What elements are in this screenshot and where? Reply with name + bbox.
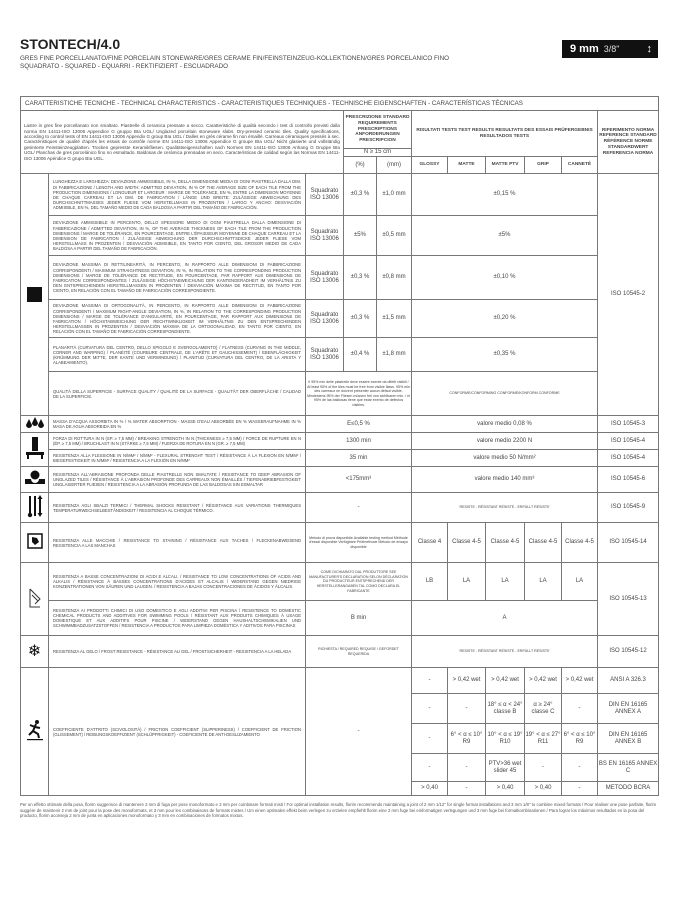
thickness-arrow-icon: ↕ [646, 43, 652, 55]
result-glossy: - [412, 694, 448, 724]
row-result: RESISTE - RÉSISTANT RÉSISTE - ERFÜLLT RESISTE [412, 636, 598, 668]
finish-matte-ptv: MATTE PTV [486, 157, 525, 174]
product-title: STONTECH/4.0 [20, 36, 121, 52]
water-drops-icon [21, 416, 49, 433]
result-glossy: - [412, 724, 448, 754]
result-cannete: 6° < α ≤ 10° R9 [562, 724, 598, 754]
row-description: COEFFICIENTE D'ATTRITO (SCIVOLOSITÀ) / FRICTION COEFFICIENT (SLIPPERINESS) / COEFFICIENT DE FRICTION (GLISSEMENT) / REIBUNGSKOEFFIZIENT (SCHLÜPFRIGKEIT) - COEFICIENTE DE ANTI-DESLIZAMIENTO [49, 668, 306, 796]
staining-icon [21, 523, 49, 563]
row-pct: ±0,3 % [344, 256, 377, 300]
row-norm: ISO 10545-14 [598, 523, 659, 563]
row-norm: ISO 10545-9 [598, 493, 659, 523]
snowflake-icon: ❄ [21, 636, 49, 668]
result-glossy: > 0,40 [412, 782, 448, 796]
finish-grip: GRIP [525, 157, 562, 174]
row-standard: Squadrato ISO 13006 [306, 338, 344, 372]
result-grip: Classe 4-5 [525, 523, 562, 563]
product-lead-text: Lastre in gres fine porcellanato non smaltato. Piastrelle di ceramica pressate a secco. Caratteristiche di qualità secondo i test di controllo previsti dalla norma EN 14411-ISO 13006 Appendice G gruppo BIa UGL/ Unglazed porcelain stoneware slabs. Dry-pressed ceramic tiles. Quality specifications, according to control tests of EN 14411-ISO 13006 Appendix G group BIa UGL / Dalles en grès cérame fin non émaillé. Carreaux céramiques pressés à sec. Caractéristiques de qualité d'après les essais de contrôle norme EN 14411-ISO 13006 Appendice G groupe BIa UGL/ Nicht glasierte und vollständig gesinterte Feinsteinzeugplatten. Trocken gepresste Keramikfliesen. Qualitätseigenschaften nach Normen EN 14411-ISO 13006 Anhang G Gruppe BIa UGL/ Planchas de gres porcelánico fino no esmaltado. Baldosas de cerámica prensadas en seco. Características de calidad según las Normas EN 14411-ISO 13006 Apéndice G grupo BIa UGL. [21, 111, 344, 174]
product-subtitle [20, 55, 540, 71]
norm-header: RIFERIMENTO NORMA REFERENCE STANDARD RÉFÉRENCE NORME STANDARDWERT REFERENCIA NORMA [598, 111, 659, 174]
finish-matte: MATTE [448, 157, 486, 174]
slip-person-icon [21, 668, 49, 796]
result-matte-ptv: LA [486, 563, 525, 601]
row-norm: DIN EN 16165 ANNEX B [598, 724, 659, 754]
finish-cannete: CANNETÉ [562, 157, 598, 174]
result-matte: - [448, 754, 486, 782]
result-grip: > 0,42 wet [525, 668, 562, 694]
row-standard: COME DICHIARATO DAL PRODUTTORE SEE MANUFACTURER'S DECLARATION SELON DÉCLARATION DU PRODUCTEUR ENTSPRECHEND DER HERSTELLERANGABEN TAL COMO DECLARA EL FABRICANTE [306, 563, 412, 601]
installation-footnote: Per un effetto ottimale della posa, florim suggerisce di mantenere 2 mm di fuga per pose monoformato e 3 mm per combinare formati misti / For optimal installation results, florim recommends maintaining a joint of 2 mm 1/12" for single format installations and 3 mm 1/8" to combine mixed formats / Pour réaliser une pose parfaite, florim suggère de maintenir 2 mm de joint pour la pose des monoformats, et 3 mm pour les combinaisons de formats mixtes / Um einen optimalen effekt beim verlegen zu erzielen empfiehlt florim eine 2 mm fuge bei einformatigen verlegungen und 3 mm fuge bei formatkombinationen / Para lograr los máximos resultados en la posa del producto, florim aconseja 2 mm de junta en aplicaciones monoformato y 3 mm en combinaciones de formatos mixtos. [20, 802, 657, 819]
min-size-label: N ≥ 15 cm [344, 149, 412, 157]
result-matte-ptv: > 0,40 [486, 782, 525, 796]
row-mm: ±1,5 mm [377, 300, 412, 338]
table-row [21, 300, 659, 338]
row-norm: METODO BCRA [598, 782, 659, 796]
result-grip: - [525, 754, 562, 782]
result-cannete: - [562, 694, 598, 724]
row-norm: ISO 10545-2 [598, 174, 659, 416]
row-norm: BS EN 16165 ANNEX C [598, 754, 659, 782]
row-standard: <175mm³ [306, 467, 412, 493]
table-row [21, 174, 659, 216]
result-matte-ptv: Classe 4-5 [486, 523, 525, 563]
result-grip: > 0,40 [525, 782, 562, 796]
row-result: valore medio 50 N/mm² [412, 450, 598, 467]
row-description: RESISTENZA AI PRODOTTI CHIMICI DI USO DOMESTICO E AGLI ADDITIVI PER PISCINA / RESISTENCE TO DOMESTIC CHEMICAL PRODUCTS AND ADDITIVES FOR SWIMMING POOLS / RÉSISTANT AUX PRODUITS CHIMIQUES À USAGE DOMESTIQUE ET AUX ADDITIFS POUR PISCINE / WIDERSTAND GEGEN HAUSHALTSCHEMIKALIEN UND SCHWIMMBADZUSATZSTOFFEN / RESISTENCIA A PRODUCTOS PARA LIMPIEZA DOMÉSTICA Y ADITIVOS PARA PISCINAS [49, 601, 306, 636]
result-grip: 19° < α ≤ 27° R11 [525, 724, 562, 754]
row-standard: - [306, 493, 412, 523]
row-description: RESISTENZA AL GELO / FROST RESISTANCE - RÉSISTANCE AU GEL / FROSTSICHERHEIT - RESISTENCIA A LA HELADA [49, 636, 306, 668]
row-description: MASSA D'ACQUA ASSORBITA IN % / % WATER ABSORPTION - MASSE D'EAU ABSORBÉE EN % WASSERAUFNAHME IN % MASA DE AGUA ABSORBIDA EN % [49, 416, 306, 433]
thickness-badge [562, 40, 658, 58]
table-row [21, 372, 659, 416]
thermal-shock-icon [21, 493, 49, 523]
row-description: DEVIAZIONE MASSIMA DI RETTILINEARITÀ, IN PERCENTO, IN RAPPORTO ALLE DIMENSIONI DI FABBRICAZIONE CORRISPONDENTI / MAXIMUM STRAIGHTNESS DEVIATION, IN %, IN RELATION TO THE CORRESPONDING PRODUCTION DIMENSIONS / MARGE DE TOLÉRANCE DE RECTITUDE, EN POURCENTAGE, PAR RAPPORT AUX DIMENSIONS DE FABRICATION CORRESPONDANTES / ZULÄSSIGE HÖCHSTABWEICHUNG DER KANTENGERADHEIT IM VERHÄLTNIS ZU DEN ENTSPRECHENDEN HERSTELLMASSEN IN PROZENTEN / DESVIACIÓN MÁXIMA DE RECTITUD, EN TANTO POR CIENTO, EN RELACIÓN CON EL TAMAÑO DE FABRICACIÓN CORRESPONDIENTE. [49, 256, 306, 300]
row-norm: ISO 10545-3 [598, 416, 659, 433]
row-mm: ±0,5 mm [377, 216, 412, 256]
row-norm: ISO 10545-12 [598, 636, 659, 668]
prescription-header: PRESCRIZIONE STANDARD REQUIREMENTS PRESCRIPTIONS ANFORDERUNGEN PRESCRIPCION [344, 111, 412, 149]
pct-label: (%) [344, 157, 377, 174]
row-mm: ±0,8 mm [377, 256, 412, 300]
result-matte: Classe 4-5 [448, 523, 486, 563]
result-cannete: > 0,42 wet [562, 668, 598, 694]
row-result: A [412, 601, 598, 636]
table-row [21, 450, 659, 467]
result-glossy: LB [412, 563, 448, 601]
row-description: RESISTENZA ALL'ABRASIONE PROFONDA DELLE PIASTRELLE NON SMALTATE / RESISTANCE TO DEEP ABRASION OF UNGLAZED TILES / RÉSISTANCE À L'ABRASION PROFONDE DES CARREAUX NON ÉMAILLÉS / TIEFENABRIEBFESTIGKEIT UNGLASIERTER FLIESEN / RESISTENCIA A LA ABRASIÓN PROFUNDA DE LAS BALDOSAS SIN ESMALTAR [49, 467, 306, 493]
table-row [21, 338, 659, 372]
row-standard: RICHIESTA / REQUIRED REQUISE / GEFORDET REQUERIDA [306, 636, 412, 668]
row-standard: Squadrato ISO 13006 [306, 174, 344, 216]
result-matte-ptv: > 0,42 wet [486, 668, 525, 694]
row-norm: DIN EN 16165 ANNEX A [598, 694, 659, 724]
content-wrapper [20, 96, 658, 819]
mm-label: (mm) [377, 157, 412, 174]
row-result: CONFORME/CONFORMING CONFORME/KONFORM CONFORME [412, 372, 598, 416]
result-matte: - [448, 694, 486, 724]
row-norm: ANSI A 326.3 [598, 668, 659, 694]
table-row [21, 467, 659, 493]
row-result: valore medio 140 mm³ [412, 467, 598, 493]
result-grip: LA [525, 563, 562, 601]
row-standard: Squadrato ISO 13006 [306, 256, 344, 300]
row-standard: Il 95% min delle piastrelle deve essere esente da difetti visibili / At least 95% of the tiles must be free from visible flaws. 95% min des carreaux ne doivent présenter aucun défaut visible. Mindestens 95% der Fliesen müssen frei von sichtbaren min. / el 95% de las baldosas tiene que estar exento de defectos visibles. [306, 372, 412, 416]
row-description: RESISTENZA AGLI SBALZI TERMICI / THERMAL SHOCKS RESISTANT / RÉSISTANCE AUX VARIATIONS THERMIQUES TEMPERATURWECHSELBESTÄNDIGKEIT / RESISTENCIA AL CHOQUE TÉRMICO. [49, 493, 306, 523]
test-tube-icon [21, 563, 49, 636]
row-result: RESISTE - RÉSISTANT RÉSISTE - ERFÜLLT RESISTE [412, 493, 598, 523]
row-description: RESISTENZA ALLA FLESSIONE IN N/MM² / N/MM² - FLEXURAL STRENGHT TEST / RÉSISTANCE À LA FLEXION EN N/MM² / BIEGEFESTIGKEIT IN N/MM² / RESISTENCIA A LA FLEXIÓN EN N/MM² [49, 450, 306, 467]
row-result: valore medio 2200 N [412, 433, 598, 450]
table-row [21, 493, 659, 523]
result-cannete: LA [562, 563, 598, 601]
result-cannete: - [562, 782, 598, 796]
technical-characteristics-table [20, 96, 659, 796]
row-result: valore medio 0,08 % [412, 416, 598, 433]
row-standard: E≤0,5 % [306, 416, 412, 433]
result-glossy: - [412, 668, 448, 694]
table-row [21, 563, 659, 601]
row-description: PLANARITÀ (CURVATURA DEL CENTRO, DELLO SPIGOLO E SVERGOLAMENTO) / FLATNESS (CURVING IN THE MIDDLE, CORNER AND WARPING) / PLANÉITÉ (COURBURE CENTRALE, DE L'ARÊTE ET GAUCHISSEMENT) / EBENFLÄCHIGKEIT (KRÜMMUNG DER MITTE, DER KANTE UND VERWINDUNG) / PLANITUD (CURVATURA DEL CENTRO, DE LA ARISTA Y ALABEAMIENTO). [49, 338, 306, 372]
row-description: DEVIAZIONE MASSIMA DI ORTOGONALITÀ, IN PERCENTO, IN RAPPORTO ALLE DIMENSIONI DI FABBRICAZIONE CORRISPONDENTI / MAXIMUM RIGHT-ANGLE DEVIATION, IN %, IN RELATION TO THE CORRESPONDING PRODUCTION DIMENSIONS / MARGE DE TOLÉRANCE D'ANGULARITÉ, EN POURCENTAGE, PAR RAPPORT AUX DIMENSIONS DE FABRICATION / HÖCHSTABWEICHUNG DER RECHTWINKLIGKEIT IM VERHÄLTNIS ZU DEN ENTSPRECHENDEN HERSTELLMASSEN IN PROZENTEN / DESVIACIÓN MÁXIMA DE LA ORTOGONALIDAD, EN TANTO POR CIENTO, EN RELACIÓN CON EL TAMAÑO DE FABRICACIÓN CORRESPONDIENTE. [49, 300, 306, 338]
result-matte-ptv: 10° < α ≤ 19° R10 [486, 724, 525, 754]
row-description: DEVIAZIONE AMMISSIBILE IN PERCENTO, DELLO SPESSORE MEDIO DI OGNI PIASTRELLA DALLA DIMENSIONE DI FABBRICAZIONE / ADMITTED DEVIATION, IN %, OF THE AVERAGE THICKNESS OF EACH TILE FROM THE PRODUCTION DIMENSIONS / MARGE DE TOLÉRANCE, EN POURCENTAGE, ENTRE L'ÉPAISSEUR MOYENNE DE CHAQUE CARREAU ET LA DIMENSION DE FABRICATION / ZULÄSSIGE ABWEICHUNG DER DURCHSCHNITTSDICKE JEDER FLIESE VOM HERSTELLMASS IN PROZENTEN / DESVIACIÓN ADMISIBLE, EN TANTO POR CIENTO, DEL GROSOR MEDIO DE CADA BALDOSA A PARTIR DEL TAMAÑO DE FABRICACIÓN. [49, 216, 306, 256]
row-result: ±5% [412, 216, 598, 256]
row-pct: ±5% [344, 216, 377, 256]
thickness-mm: 9 mm [570, 43, 599, 55]
row-result: ±0,15 % [412, 174, 598, 216]
row-standard: B min [306, 601, 412, 636]
row-mm: ±1,0 mm [377, 174, 412, 216]
edge-description: SQUADRATO - SQUARED - EQUARRI - REKTIFIZIERT - ESCUADRADO [20, 63, 229, 70]
result-cannete: Classe 4-5 [562, 523, 598, 563]
row-description: QUALITÀ DELLA SUPERFICIE - SURFACE QUALITY / QUALITÉ DE LA SURFACE - QUALITÄT DER OBERFLÄCHE / CALIDAD DE LA SUPERFICIE. [49, 372, 306, 416]
table-row [21, 523, 659, 563]
result-cannete: - [562, 754, 598, 782]
material-description: GRES FINE PORCELLANATO/FINE PORCELAIN STONEWARE/GRES CERAME FIN/FEINSTEINZEUG-KOLLEKTIONEN/GRES PORCELANICO FINO [20, 55, 450, 62]
results-header: RISULTATI TESTS TEST RESULTS RESULTATS DES ESSAIS PRÜFERGEBNIS RESULTADOS TESTS [412, 111, 598, 157]
row-pct: ±0,4 % [344, 338, 377, 372]
result-matte: - [448, 782, 486, 796]
result-matte: > 0,42 wet [448, 668, 486, 694]
table-row [21, 636, 659, 668]
row-result: ±0,10 % [412, 256, 598, 300]
row-pct: ±0,3 % [344, 174, 377, 216]
row-norm: ISO 10545-13 [598, 563, 659, 636]
row-pct: ±0,3 % [344, 300, 377, 338]
row-description: RESISTENZA A BASSE CONCENTRAZIONI DI ACIDI E ALCALI. / RESISTANCE TO LOW CONCENTRATIONS OF ACIDS AND ALKALIS / RÉSISTANCE À BASSES CONCENTRATIONS D'ACIDES ET ALCALIS / WIDERSTAND GEGEN NIEDRIGE KONZENTRATIONEN VON SÄUREN UND LAUGEN. / RESISTENCIA A BAJAS CONCENTRACIONES DE ÁCIDOS Y ÁLCALIS. [49, 563, 306, 601]
result-matte: 6° < α ≤ 10° R9 [448, 724, 486, 754]
row-result: ±0,35 % [412, 338, 598, 372]
finish-glossy: GLOSSY [412, 157, 448, 174]
result-glossy: Classe 4 [412, 523, 448, 563]
result-matte: LA [448, 563, 486, 601]
table-row [21, 668, 659, 694]
row-standard: Squadrato ISO 13006 [306, 216, 344, 256]
row-description: FORZA DI ROTTURA IN N (SP. ≥ 7,5 MM) / BREAKING STRENGTH IN N (THICKNESS ≥ 7,5 MM) / FORCE DE RUPTURE EN N (ÉP. ≥ 7,5 MM) / BRUCHLAST IN N (STÄRKE ≥ 7,5 MM) / FUERZA DE ROTURA EN N (GR. ≥ 7,5 MM) [49, 433, 306, 450]
table-row [21, 416, 659, 433]
row-standard: 1300 min [306, 433, 412, 450]
table-row [21, 601, 659, 636]
result-matte-ptv: PTV>36 wet slider 45 [486, 754, 525, 782]
result-glossy: - [412, 754, 448, 782]
abrasion-icon [21, 467, 49, 493]
breaking-load-icon [21, 433, 49, 467]
tile-square-icon [21, 174, 49, 416]
row-standard: Metodo di prova disponibile Available testing method Méthode d'essai disponible Verfügbare Prüfmethode Método de ensayo disponible [306, 523, 412, 563]
table-row [21, 216, 659, 256]
table-row [21, 256, 659, 300]
row-description: RESISTENZA ALLE MACCHIE / RESISTANCE TO STAINING / RÉSISTANCE AUX TACHES / FLECKENABWEISEND RESISTENCIA A LAS MANCHAS [49, 523, 306, 563]
row-norm: ISO 10545-4 [598, 433, 659, 450]
table-caption: CARATTERISTICHE TECNICHE - TECHNICAL CHARACTERISTICS - CARACTERISTIQUES TECHNIQUES - TECHNISCHE EIGENSCHAFTEN - CARACTERÍSTICAS TÉCNICAS [21, 97, 659, 111]
row-standard: 35 min [306, 450, 412, 467]
row-description: LUNGHEZZA E LARGHEZZA: DEVIAZIONE AMMISSIBILE, IN %, DELLA DIMENSIONE MEDIA DI OGNI PIASTRELLA DALLA DIM. DI FABBRICAZIONE / LENGTH AND WIDTH: ADMITTED DEVIATION, IN % OF THE AVERAGE SIZE OF EACH TILE FROM THE PRODUCTION DIMENSIONS / LONGUEUR ET LARGEUR : MARGE DE TOLÉRANCE, EN %, ENTRE LA DIMENSION MOYENNE DE CHAQUE CARREAU ET LA DIM. DE FABRICATION / LÄNGE UND BREITE: ZULÄSSIGE ABWEICHUNG DES DURCHSCHNITTMASSES JEDER FLIESE VOM HERSTELLMASS IN PROZENTEN / LARGO Y ANCHO: DESVIACIÓN ADMISIBLE, EN %, DEL TAMAÑO MEDIO DE CADA BALDOSA A PARTIR DEL TAMAÑO DE FABRICACIÓN. [49, 174, 306, 216]
table-row [21, 433, 659, 450]
row-standard: Squadrato ISO 13006 [306, 300, 344, 338]
row-norm: ISO 10545-6 [598, 467, 659, 493]
result-matte-ptv: 18° ≤ α < 24° classe B [486, 694, 525, 724]
thickness-inches: 3/8" [603, 44, 620, 54]
row-norm: ISO 10545-4 [598, 450, 659, 467]
row-mm: ±1,8 mm [377, 338, 412, 372]
row-standard: - [306, 668, 412, 796]
row-result: ±0,20 % [412, 300, 598, 338]
result-grip: α ≥ 24° classe C [525, 694, 562, 724]
